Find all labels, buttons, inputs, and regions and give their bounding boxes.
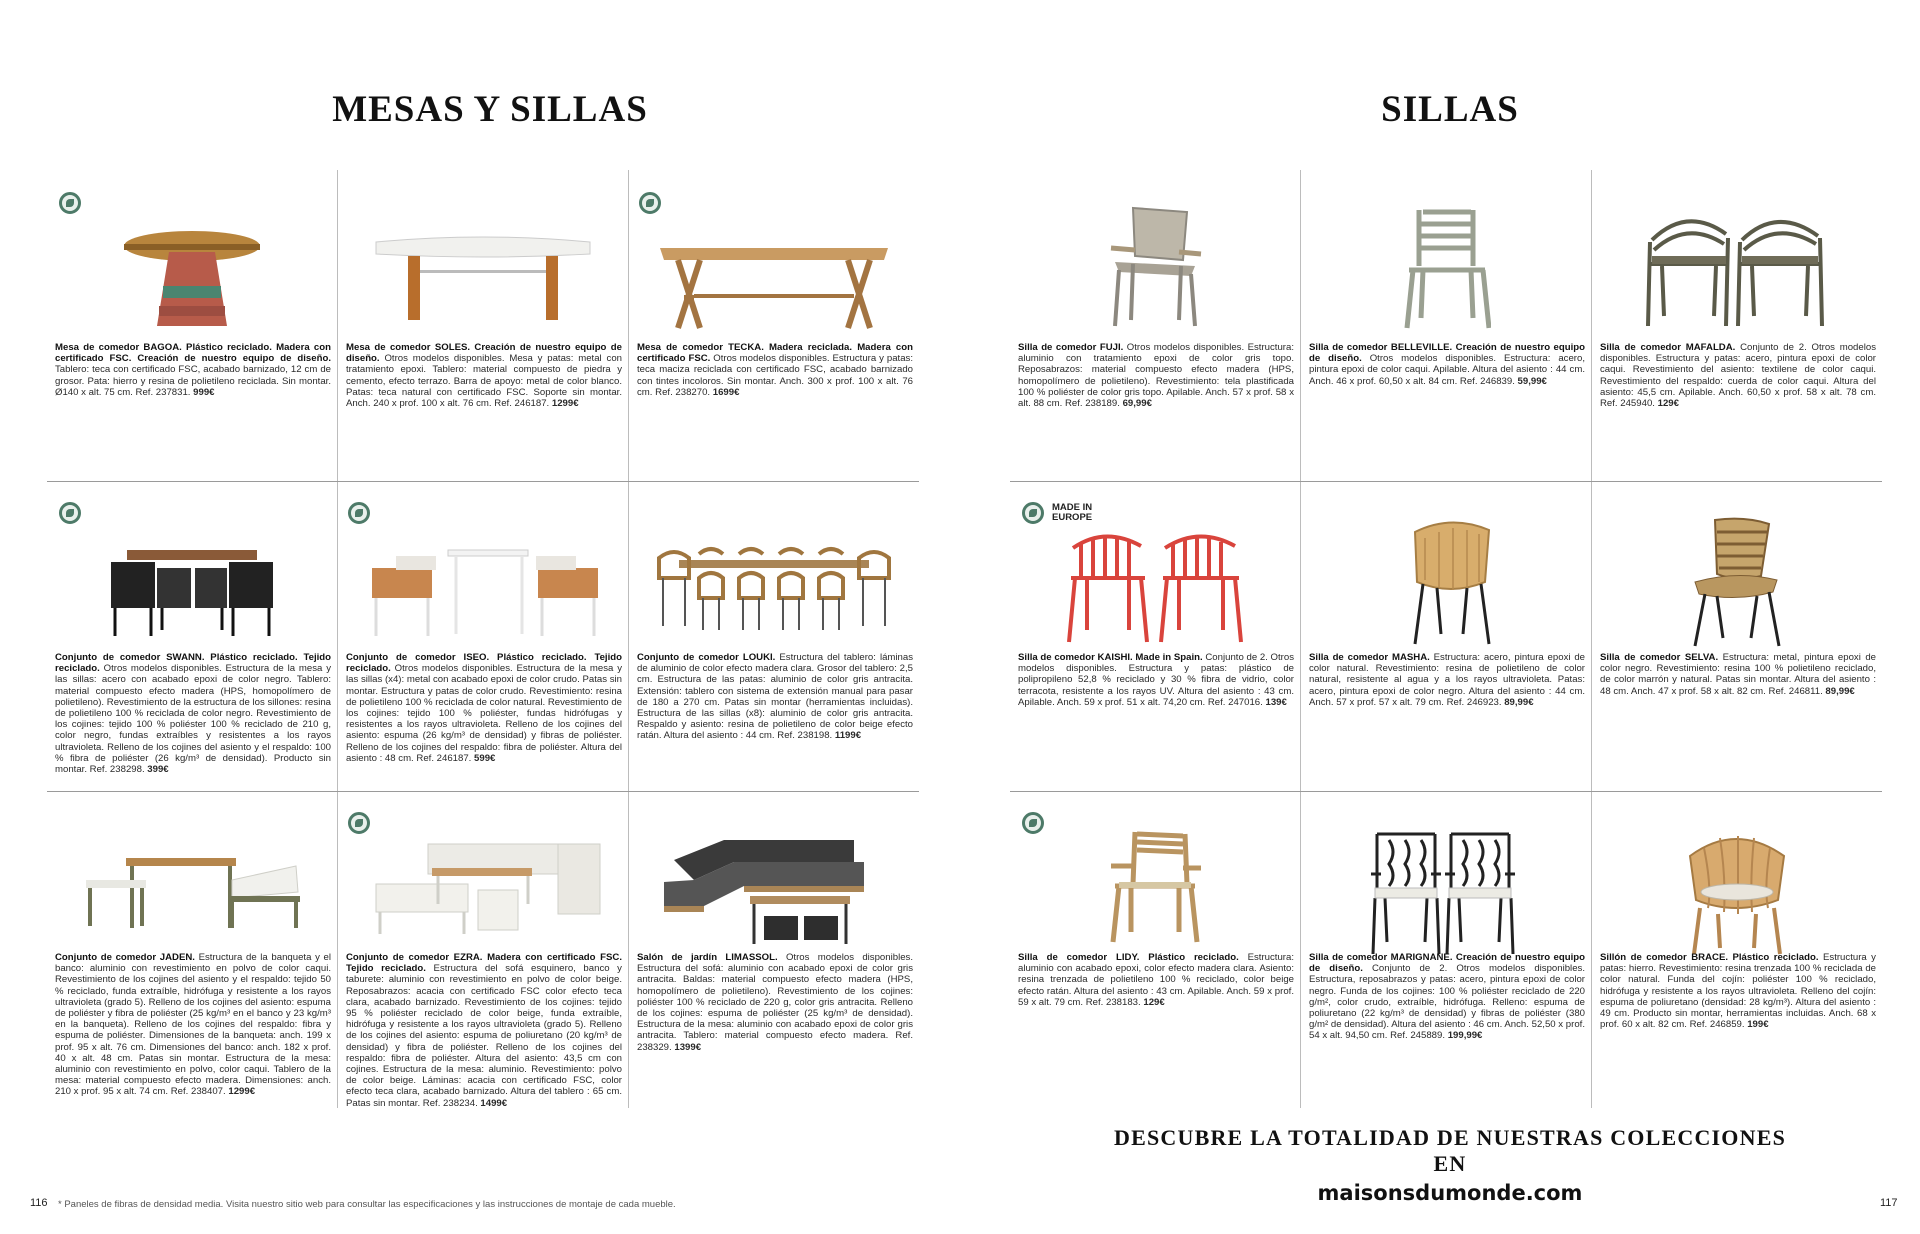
product-card-lidy[interactable]	[1010, 792, 1300, 1108]
product-card-marignane[interactable]	[1301, 792, 1591, 1108]
product-card-swann[interactable]	[47, 482, 337, 791]
kaishi-chairs-image	[1065, 526, 1245, 646]
right-page-title: SILLAS	[1381, 89, 1519, 130]
product-description: Silla de comedor LIDY. Plástico reciclado. Estructura: aluminio con acabado epoxi, color efecto madera clara. Asiento: resina trenzada de polietileno 100 % reciclado, color beige efecto ratán. Altura del asiento : 43 cm. Apilable. Anch. 59 x prof. 59 x alt. 79 cm. Ref. 238183. 129€	[1018, 952, 1294, 1008]
product-card-masha[interactable]	[1301, 482, 1591, 791]
product-card-jaden[interactable]	[47, 792, 337, 1108]
website-link[interactable]: maisonsdumonde.com	[1317, 1181, 1583, 1205]
product-card-fuji[interactable]	[1010, 170, 1300, 481]
right-page-number: 117	[1880, 1197, 1898, 1209]
product-card-soles[interactable]	[338, 170, 628, 481]
louki-dining-set-image	[649, 538, 899, 638]
product-description: Conjunto de comedor LOUKI. Estructura del tablero: láminas de aluminio de color efecto madera clara. Grosor del tablero: 2,5 cm. Estructura de las patas: aluminio de color gris antracita. Extensión: tablero con sistema de extensión manual para pasar de 180 a 270 cm. Patas sin montar (herramientas incluidas). Estructura de las sillas (x8): aluminio de color gris antracita. Respaldo y asiento: resina de polietileno de color beige efecto ratán. Altura del asiento : 44 cm. Ref. 238198. 1199€	[637, 652, 913, 742]
fuji-chair-image	[1105, 204, 1205, 332]
product-card-brace[interactable]	[1592, 792, 1882, 1108]
belleville-chair-image	[1401, 206, 1491, 334]
right-product-grid	[1010, 170, 1882, 1108]
eco-leaf-icon	[639, 192, 661, 214]
masha-chair-image	[1401, 518, 1501, 648]
lidy-chair-image	[1105, 828, 1205, 948]
product-description: Silla de comedor MASHA. Estructura: acero, pintura epoxi de color natural. Revestimiento: resina de polietileno de color natural, resistente al agua y a los rayos ultravioleta. Patas: acero, pintura epoxi de color negro. Altura del asiento : 44 cm. Anch. 57 x prof. 57 x alt. 79 cm. Ref. 246923. 89,99€	[1309, 652, 1586, 708]
product-card-bagoa[interactable]	[47, 170, 337, 481]
product-card-belleville[interactable]	[1301, 170, 1591, 481]
eco-leaf-icon	[59, 502, 81, 524]
selva-chair-image	[1687, 516, 1787, 650]
product-description: Silla de comedor BELLEVILLE. Creación de nuestro equipo de diseño. Otros modelos disponibles. Estructura: acero, pintura epoxi de color caqui. Apilable. Altura del asiento : 44 cm. Anch. 46 x prof. 60,50 x alt. 84 cm. Ref. 246839. 59,99€	[1309, 342, 1585, 387]
bagoa-table-image	[117, 226, 267, 336]
product-card-tecka[interactable]	[629, 170, 919, 481]
product-description: Silla de comedor KAISHI. Made in Spain. Conjunto de 2. Otros modelos disponibles. Estructura y patas: plástico de polipropileno 52,8 % reciclado y 30 % fibra de vidrio, color terracota, resistente a los rayos UV. Altura del asiento : 43 cm. Apilable. Anch. 59 x prof. 51 x alt. 74,20 cm. Ref. 247016. 139€	[1018, 652, 1295, 708]
eco-leaf-icon	[348, 812, 370, 834]
product-description: Silla de comedor MARIGNANE. Creación de nuestro equipo de diseño. Conjunto de 2. Otros modelos disponibles. Estructura, reposabrazos y patas: acero, pintura epoxi de color negro. Funda de los cojines: 100 % poliéster reciclado de 220 g/m², color crudo, extraíble, hidrófuga. Relleno: espuma de poliuretano (22 kg/m³ de densidad) y fibras de poliéster (380 g/m² de densidad). Altura del asiento : 46 cm. Anch. 52,50 x prof. 54 x alt. 94,50 cm. Ref. 245889. 199,99€	[1309, 952, 1585, 1042]
product-card-limassol[interactable]	[629, 792, 919, 1108]
left-product-grid	[47, 170, 919, 1108]
product-description: Conjunto de comedor SWANN. Plástico reciclado. Tejido reciclado. Otros modelos disponibles. Estructura de la mesa y las sillas: acero con acabado epoxi de color negro. Tablero: material compuesto efecto madera (HPS, homopolímero de polietileno). Revestimiento de la estructura de los sillones: resina de polietileno 100 % reciclada de color negro. Revestimiento de los cojines: tejido 100 % poliéster 100 % reciclado de 210 g, color negro, fundas extraíbles y resistentes a los rayos ultravioleta. Relleno de los cojines del asiento y el respaldo: 100 % fibra de poliéster (26 kg/m³ de densidad). Producto sin montar. Ref. 238298. 399€	[55, 652, 331, 776]
jaden-dining-set-image	[82, 836, 302, 936]
brace-armchair-image	[1682, 828, 1792, 958]
tecka-table-image	[654, 238, 894, 338]
product-description: Salón de jardín LIMASSOL. Otros modelos disponibles. Estructura del sofá: aluminio con acabado epoxi de color gris antracita. Baldas: material compuesto efecto madera (HPS, homopolímero de polietileno). Revestimiento de los cojines: poliéster 100 % reciclado de 220 g, color gris antracita. Relleno de los cojines: espuma de poliéster (25 kg/m³ de densidad). Estructura de la mesa: aluminio con acabado epoxi de color gris antracita. Tablero: material compuesto efecto madera. Ref. 238329. 1399€	[637, 952, 914, 1053]
product-card-mafalda[interactable]	[1592, 170, 1882, 481]
product-description: Mesa de comedor BAGOA. Plástico reciclado. Madera con certificado FSC. Creación de nuestro equipo de diseño. Tablero: teca con certificado FSC, acabado barnizado, 12 cm de grosor. Pata: hierro y resina de polietileno reciclada. Sin montar. Ø140 x alt. 75 cm. Ref. 237831. 999€	[55, 342, 331, 398]
product-description: Conjunto de comedor EZRA. Madera con certificado FSC. Tejido reciclado. Estructura del sofá esquinero, banco y taburete: aluminio con revestimiento en polvo de color beige. Reposabrazos: acacia con certificado FSC color efecto teca clara, acabado barnizado. Revestimiento de los cojines: tejido 95 % poliéster reciclado de color beige, funda extraíble, hidrófuga y resistente a los rayos ultravioleta (grado 5). Relleno de los cojines del asiento: espuma de poliuretano (20 kg/m³ de densidad) y fibra de poliéster. Relleno de los cojines del respaldo: fibra de poliéster. Altura del asiento: 43,5 cm con cojines. Estructura de la mesa: aluminio. Revestimiento: polvo de color beige. Láminas: acacia con certificado FSC, color efecto teca clara, acabado barnizado. Altura del tablero : 65 cm. Patas sin montar. Ref. 238234. 1499€	[346, 952, 622, 1109]
eco-leaf-icon	[1022, 812, 1044, 834]
cta-headline: DESCUBRE LA TOTALIDAD DE NUESTRAS COLECCIONES EN	[1114, 1125, 1786, 1176]
ezra-lounge-set-image	[368, 834, 603, 944]
product-description: Sillón de comedor BRACE. Plástico reciclado. Estructura y patas: hierro. Revestimiento: resina trenzada 100 % reciclada de color natural. Funda del cojín: poliéster 100 % reciclado, hidrófuga y resistente a los rayos ultravioleta. Relleno del cojín: espuma de poliuretano (densidad: 28 kg/m³). Altura del asiento : 49 cm. Producto sin montar, herramientas incluidas. Anch. 68 x prof. 60 x alt. 82 cm. Ref. 246859. 199€	[1600, 952, 1876, 1031]
product-card-louki[interactable]	[629, 482, 919, 791]
soles-table-image	[368, 230, 598, 330]
mafalda-chairs-image	[1642, 210, 1832, 330]
limassol-lounge-set-image	[654, 832, 894, 952]
eco-leaf-icon	[1022, 502, 1044, 524]
product-description: Silla de comedor FUJI. Otros modelos disponibles. Estructura: aluminio con tratamiento epoxi de color gris topo. Reposabrazos: material compuesto efecto madera (HPS, homopolímero de polietileno). Revestimiento: tela plastificada 100 % poliéster de color gris topo. Apilable. Anch. 57 x prof. 58 x alt. 88 cm. Ref. 238189. 69,99€	[1018, 342, 1294, 410]
product-description: Silla de comedor SELVA. Estructura: metal, pintura epoxi de color negro. Revestimiento: resina 100 % polietileno reciclado, de color marrón y natural. Patas sin montar. Altura del asiento : 48 cm. Anch. 47 x prof. 58 x alt. 82 cm. Ref. 246811. 89,99€	[1600, 652, 1876, 697]
eco-leaf-icon	[59, 192, 81, 214]
product-card-selva[interactable]	[1592, 482, 1882, 791]
product-description: Mesa de comedor TECKA. Madera reciclada. Madera con certificado FSC. Otros modelos disponibles. Estructura y patas: teca maciza reciclada con certificado FSC, acabado barnizado con tintes incoloros. Sin montar. Anch. 300 x prof. 100 x alt. 76 cm. Ref. 238270. 1699€	[637, 342, 913, 398]
left-page-number: 116	[30, 1197, 48, 1209]
product-card-ezra[interactable]	[338, 792, 628, 1108]
collections-cta	[1100, 1125, 1800, 1205]
product-card-iseo[interactable]	[338, 482, 628, 791]
left-page-title: MESAS Y SILLAS	[332, 89, 648, 130]
product-description: Silla de comedor MAFALDA. Conjunto de 2. Otros modelos disponibles. Estructura y patas: acero, pintura epoxi de color caqui. Revestimiento del asiento: textilene de color caqui. Revestimiento del respaldo: cuerda de color caqui. Altura del asiento: 45,5 cm. Apilable. Anch. 60,50 x prof. 58 x alt. 78 cm. Ref. 245940. 129€	[1600, 342, 1876, 410]
eco-leaf-icon	[348, 502, 370, 524]
iseo-dining-set-image	[368, 544, 603, 644]
product-description: Mesa de comedor SOLES. Creación de nuestro equipo de diseño. Otros modelos disponibles. Mesa y patas: metal con tratamiento epoxi. Tablero: material compuesto de piedra y cemento, efecto terrazo. Barra de apoyo: metal de color blanco. Patas: teca natural con certificado FSC. Soporte sin montar. Anch. 240 x prof. 100 x alt. 76 cm. Ref. 246187. 1299€	[346, 342, 622, 410]
product-description: Conjunto de comedor ISEO. Plástico reciclado. Tejido reciclado. Otros modelos disponibles. Estructura de la mesa y las sillas (x4): metal con acabado epoxi de color crudo. Patas sin montar. Estructura y patas de color crudo. Revestimiento: resina de polietileno 100 % reciclada de color natural. Revestimiento de los cojines: tejido 100 % poliéster, fundas hidrófugas y resistentes a los rayos ultravioleta. Relleno de los cojines del asiento: espuma (26 kg/m³ de densidad) y fibras de poliéster. Relleno de los cojines del respaldo: fibra de poliéster. Altura del asiento : 48 cm. Ref. 246187. 599€	[346, 652, 622, 764]
footnote: * Paneles de fibras de densidad media. Visita nuestro sitio web para consultar las especificaciones y las instrucciones de montaje de cada mueble.	[58, 1199, 676, 1210]
product-card-kaishi[interactable]	[1010, 482, 1300, 791]
marignane-chairs-image	[1371, 828, 1521, 958]
made-in-europe-badge: MADE IN EUROPE	[1052, 502, 1093, 523]
product-description: Conjunto de comedor JADEN. Estructura de la banqueta y el banco: aluminio con revestimiento en polvo de color caqui. Revestimiento de los cojines del asiento y el respaldo: tejido 50 % reciclado, funda extraíble, hidrófuga y resistente a los rayos ultravioleta (grado 5). Relleno de los cojines del asiento: espuma de poliéster y fibra de poliéster (25 kg/m³ en el banco y 23 kg/m³ en la banqueta). Relleno de los cojines del respaldo: fibra y espuma de poliéster. Dimensiones de la banqueta: anch. 199 x prof. 95 x alt. 76 cm. Dimensiones del banco: anch. 182 x prof. 40 x alt. 48 cm. Patas sin montar. Estructura de la mesa: aluminio con revestimiento en polvo, color caqui. Tablero de la mesa: material compuesto efecto madera. Dimensiones: anch. 210 x prof. 95 x alt. 74 cm. Ref. 238407. 1299€	[55, 952, 332, 1098]
swann-dining-set-image	[107, 544, 277, 644]
